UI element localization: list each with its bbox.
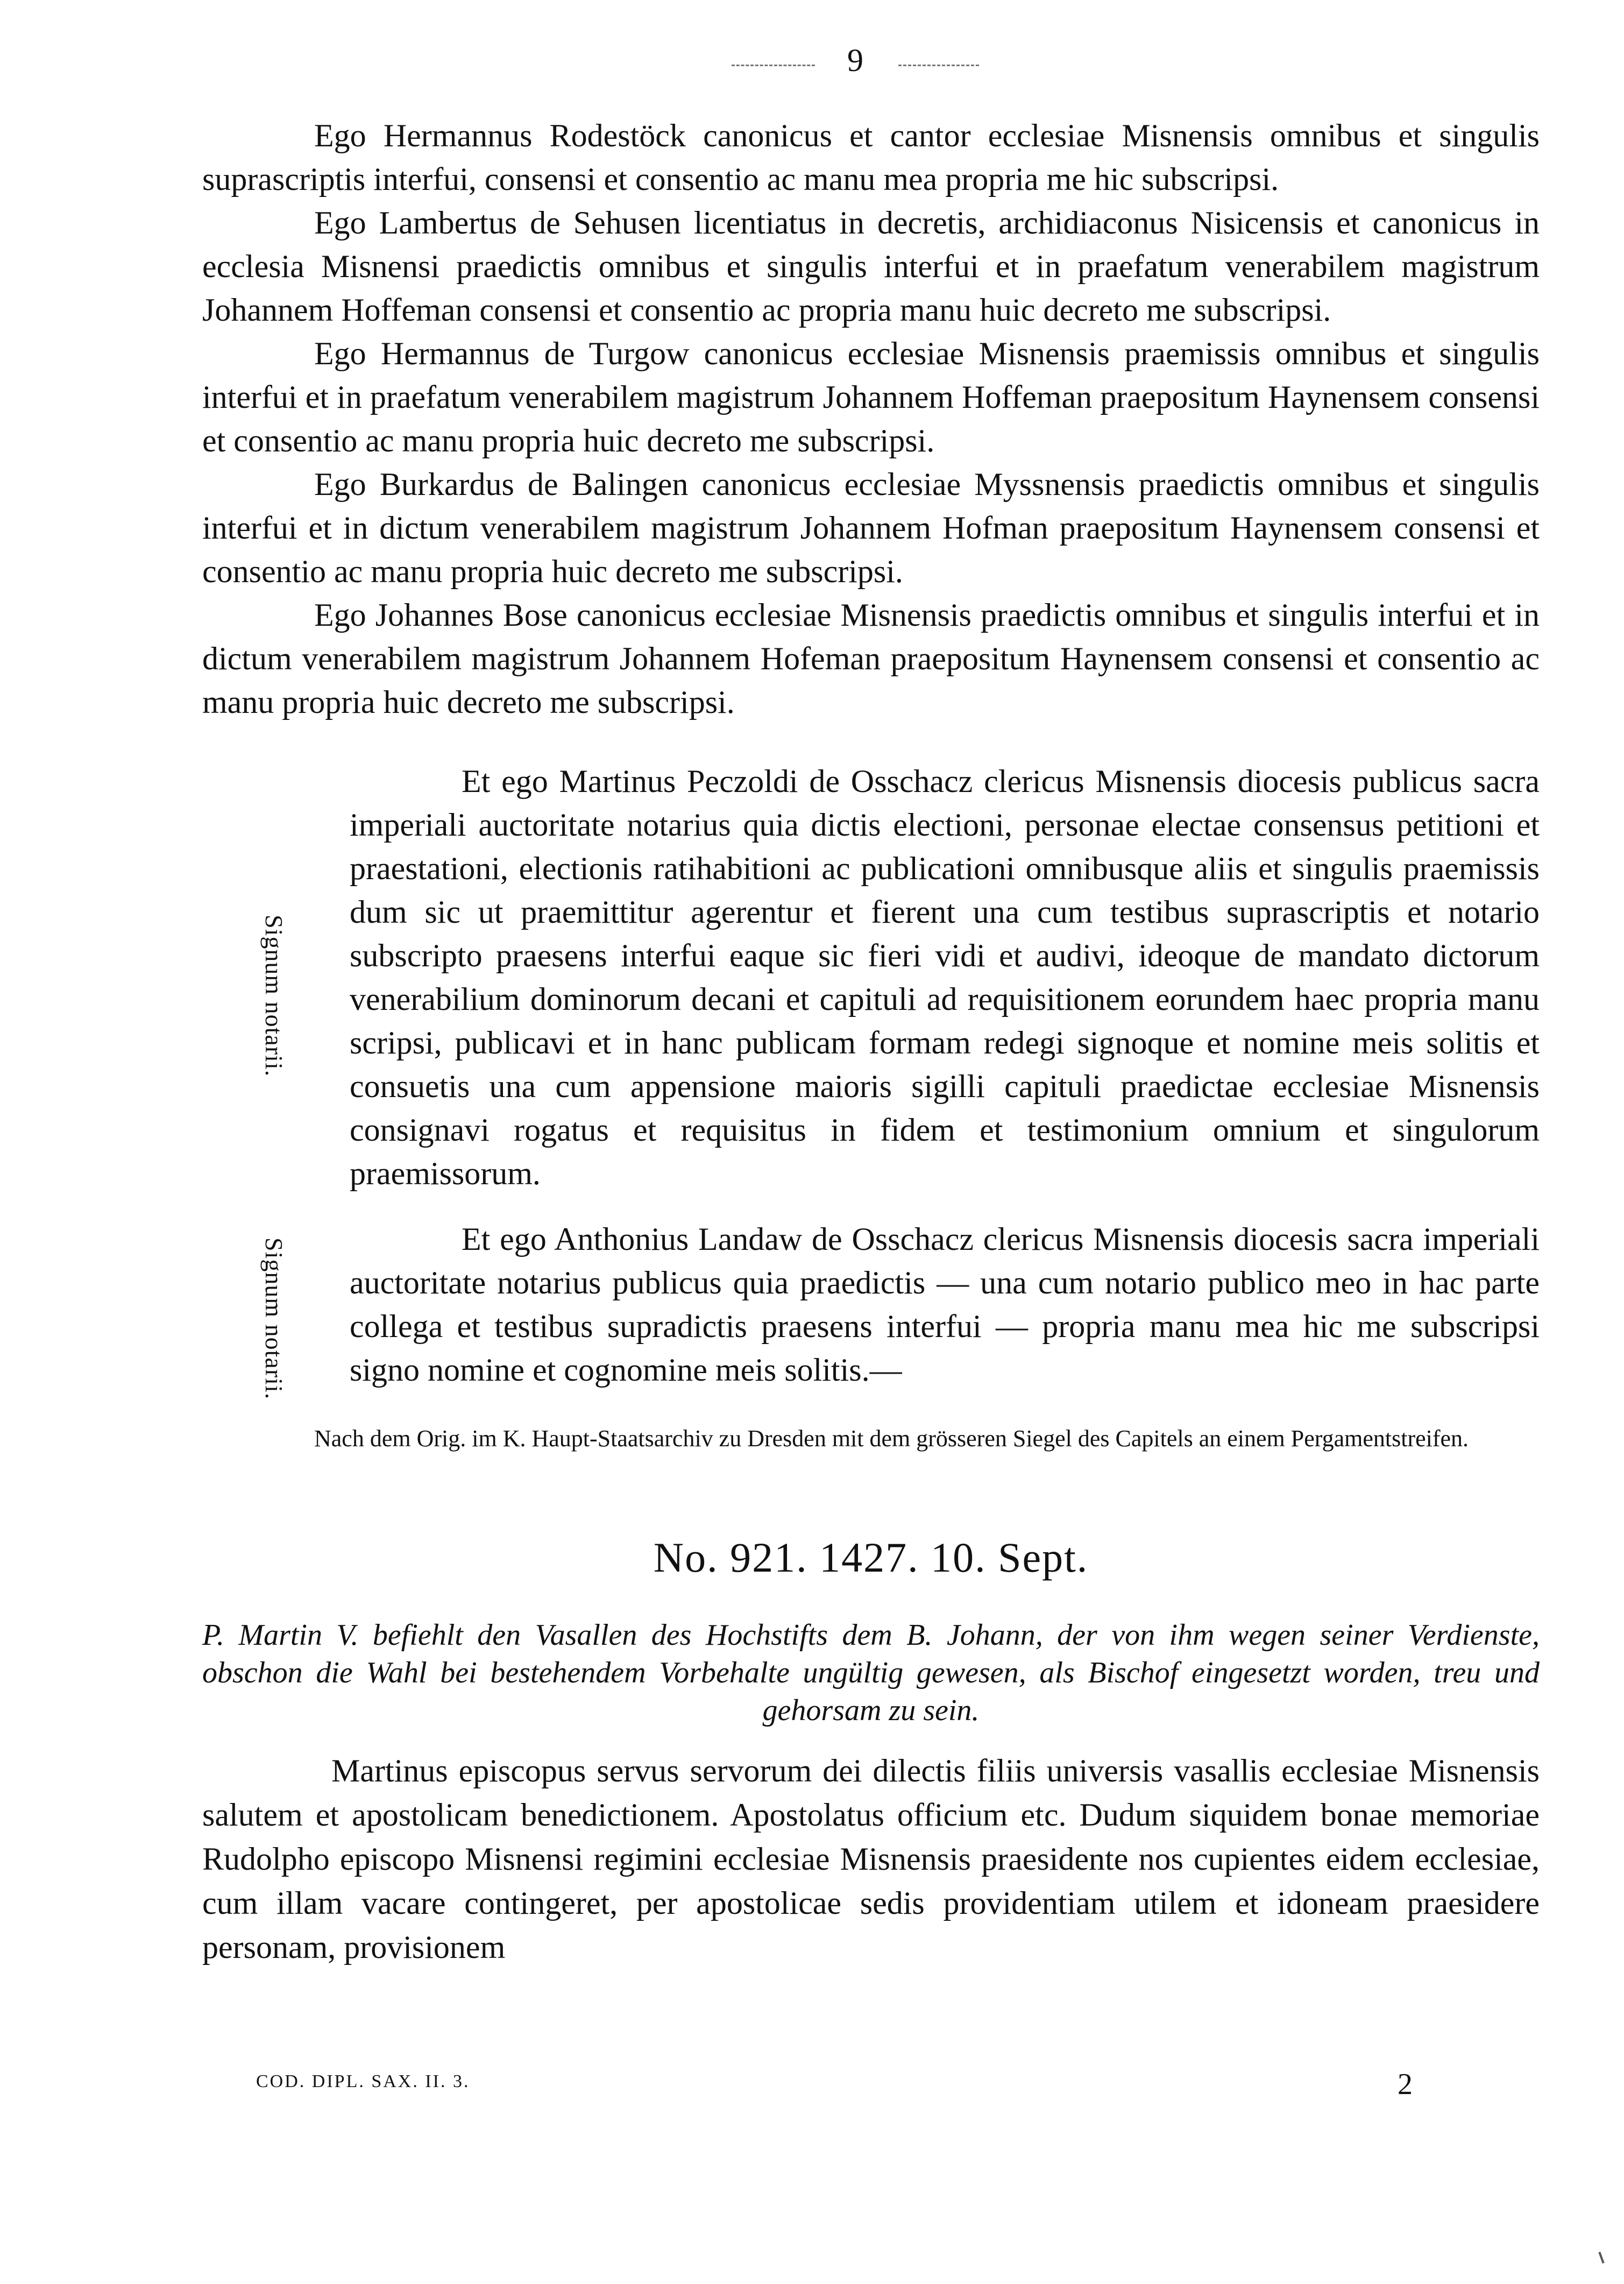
footer-signature: COD. DIPL. SAX. II. 3. — [256, 2071, 470, 2091]
subscription-paragraph: Ego Johannes Bose canonicus ecclesiae Misnensis praedictis omnibus et singulis interfui et in dictum venerabilem magistrum Johannem Hofeman praepositum Haynensem consensi et consentio ac manu propria huic decreto me subscripsi. — [202, 597, 1540, 720]
subscriptions-block — [202, 114, 1540, 724]
notary-attestation: Et ego Anthonius Landaw de Osschacz clericus Misnensis diocesis sacra imperiali auctoritate notarius publicus quia praedictis — una cum notario publico meo in hac parte collega et testibus supradictis praesens interfui — propria manu mea hic me subscripsi signo nomine et cognomine meis solitis.— — [350, 1221, 1540, 1388]
page-header — [732, 42, 979, 80]
notary-attestation: Et ego Martinus Peczoldi de Osschacz clericus Misnensis diocesis publicus sacra imperiali auctoritate notarius quia dictis electioni, personae electae consensus petitioni et praestationi, electionis ratihabitioni ac publicationi omnibusque aliis et singulis praemissis dum sic ut praemittitur agerentur et fierent una cum testibus suprascriptis et notario subscripto praesens interfui eaque sic fieri vidi et audivi, ideoque de mandato dictorum venerabilium dominorum decani et capituli ad requisitionem eorundem haec propria manu scripsi, publicavi et in hanc publicam formam redegi signoque et nomine meis solitis et consuetis una cum appensione maioris sigilli capituli praedictae ecclesiae Misnensis consignavi rogatus et requisitus in fidem et testimonium omnium et singulorum praemissorum. — [350, 763, 1540, 1191]
notary-signum-label: Signum notarii. — [260, 1238, 288, 1400]
sheet-number: 2 — [1398, 2068, 1413, 2101]
document-heading: No. 921. 1427. 10. Sept. — [653, 1534, 1089, 1581]
subscription-paragraph: Ego Lambertus de Sehusen licentiatus in decretis, archidiaconus Nisicensis et canonicus in ecclesia Misnensi praedictis omnibus et singulis interfui et in praefatum venerabilem magistrum Johannem Hoffeman consensi et consentio ac propria manu huic decreto me subscripsi. — [202, 205, 1540, 328]
subscription-paragraph: Ego Hermannus Rodestöck canonicus et cantor ecclesiae Misnensis omnibus et singulis suprascriptis interfui, consensi et consentio ac manu mea propria me hic subscripsi. — [202, 118, 1540, 197]
notary-signum-label: Signum notarii. — [260, 915, 288, 1077]
source-note: Nach dem Orig. im K. Haupt-Staatsarchiv zu Dresden mit dem grösseren Siegel des Capitels an einem Pergamentstreifen. — [314, 1425, 1469, 1452]
page-number: 9 — [847, 43, 863, 78]
document-text: Martinus episcopus servus servorum dei dilectis filiis universis vasallis ecclesiae Misnensis salutem et apostolicam benedictionem. Apostolatus officium etc. Dudum siquidem bonae memoriae Rudolpho episcopo Misnensi regimini ecclesiae Misnensis praesidente nos cupientes eidem ecclesiae, cum illam vacare contingeret, per apostolicae sedis providentiam utilem et idoneam praesidere personam, provisionem — [202, 1753, 1540, 1965]
header-rule-right — [898, 65, 979, 66]
stray-mark — [1598, 2252, 1604, 2264]
document-regest: P. Martin V. befiehlt den Vasallen des Hochstifts dem B. Johann, der von ihm wegen seiner Verdienste, obschon die Wahl bei bestehendem Vorbehalte ungültig gewesen, als Bischof eingesetzt worden, treu und gehorsam zu sein. — [202, 1618, 1540, 1727]
subscription-paragraph: Ego Burkardus de Balingen canonicus ecclesiae Myssnensis praedictis omnibus et singulis interfui et in dictum venerabilem magistrum Johannem Hofman praepositum Haynensem consensi et consentio ac manu propria huic decreto me subscripsi. — [202, 466, 1540, 589]
subscription-paragraph: Ego Hermannus de Turgow canonicus ecclesiae Misnensis praemissis omnibus et singulis interfui et in praefatum venerabilem magistrum Johannem Hoffeman praepositum Haynensem consensi et consentio ac manu propria huic decreto me subscripsi. — [202, 336, 1540, 458]
